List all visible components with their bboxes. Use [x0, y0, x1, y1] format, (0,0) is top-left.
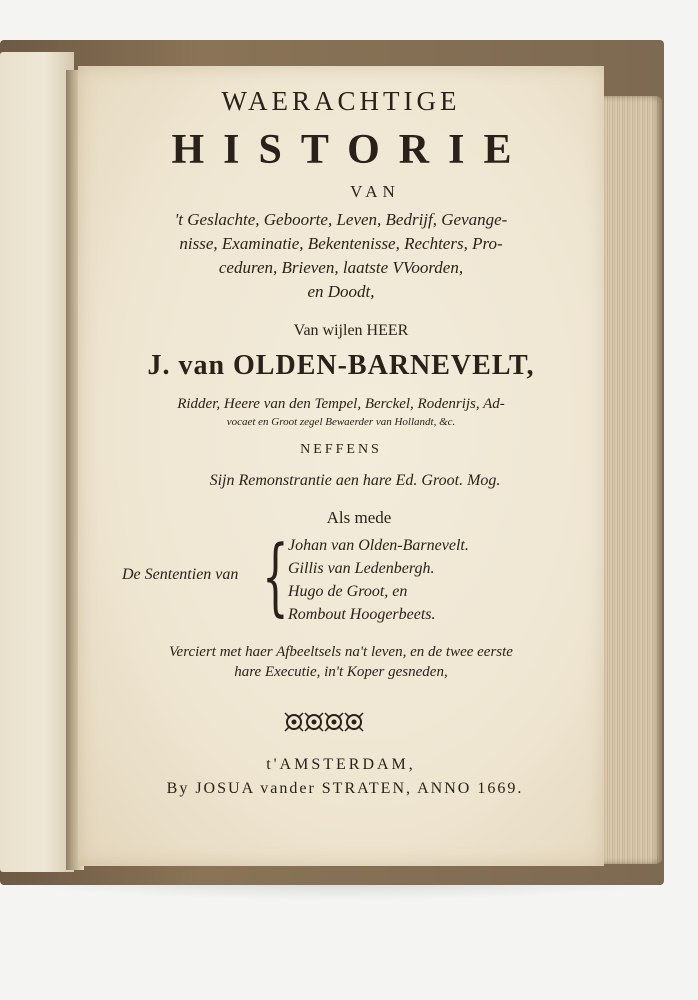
advocaet-line: vocaet en Groot zegel Bewaerder van Hollandt, &c.: [226, 416, 456, 428]
neffens-line: NEFFENS: [300, 442, 382, 457]
name-item: Hugo de Groot, en: [288, 583, 408, 600]
verciert-line-2: hare Executie, in't Koper gesneden,: [234, 664, 448, 680]
sententien-label: De Sententien van: [122, 566, 239, 583]
title-line-3: VAN: [350, 182, 400, 201]
desc-line-4: en Doodt,: [307, 282, 375, 301]
verciert-line-1: Verciert met haer Afbeeltsels na't leven, en de twee eerste: [169, 644, 513, 660]
imprint-place: t'AMSTERDAM,: [266, 756, 416, 773]
desc-line-3: ceduren, Brieven, laatste VVoorden,: [218, 258, 464, 277]
imprint-line: By JOSUA vander STRATEN, ANNO 1669.: [166, 780, 524, 797]
left-page: [0, 52, 74, 872]
name-item: Johan van Olden-Barnevelt.: [288, 537, 469, 554]
brace-icon: {: [262, 527, 289, 625]
desc-line-1: 't Geslachte, Geboorte, Leven, Bedrijf, Gevange-: [174, 210, 508, 229]
sententien-names: [288, 534, 469, 626]
ridder-line: Ridder, Heere van den Tempel, Berckel, Rodenrijs, Ad-: [177, 396, 505, 412]
remonstrantie-line: Sijn Remonstrantie aen hare Ed. Groot. Mog.: [209, 472, 501, 489]
printers-ornament-icon: [284, 702, 364, 742]
name-item: Gillis van Ledenbergh.: [288, 560, 435, 577]
als-mede-line: Als mede: [326, 508, 392, 527]
title-line-1: WAERACHTIGE: [221, 86, 461, 116]
title-line-2: HISTORIE: [171, 127, 531, 173]
wijlen-line: Van wijlen HEER: [293, 322, 409, 339]
author-name: J. van OLDEN-BARNEVELT,: [147, 350, 535, 381]
name-item: Rombout Hoogerbeets.: [288, 606, 436, 623]
title-page: [78, 66, 604, 866]
desc-line-2: nisse, Examinatie, Bekentenisse, Rechters, Pro-: [179, 234, 503, 253]
